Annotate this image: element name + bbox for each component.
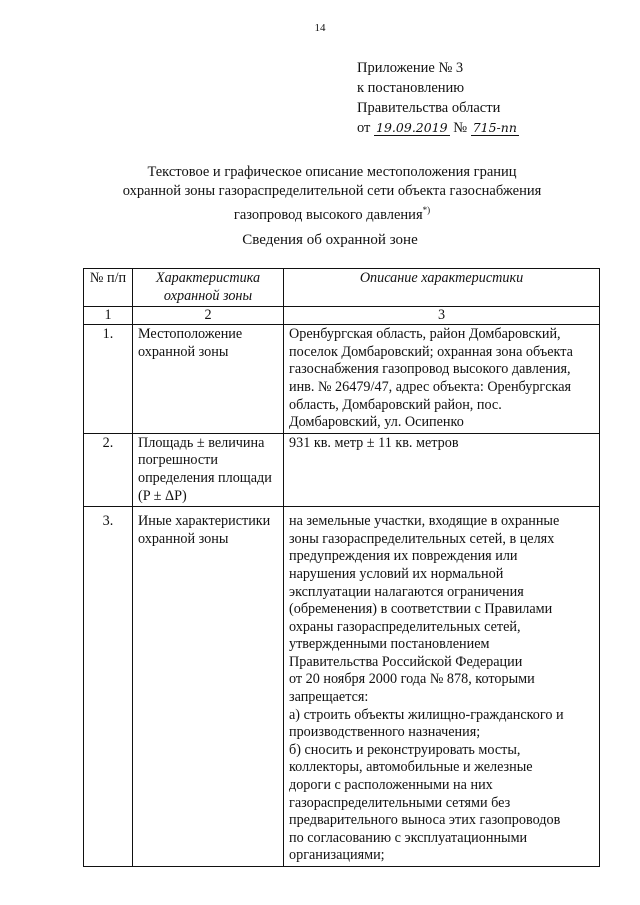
table-row [84, 433, 600, 506]
description-line: от 20 ноября 2000 года № 878, которыми [289, 671, 535, 688]
zone-info-table [83, 268, 600, 867]
row-description [284, 507, 600, 867]
row-characteristic: Иные характеристики охранной зоны [133, 507, 284, 867]
section-subtitle: Сведения об охранной зоне [242, 232, 418, 248]
title-line-1: Текстовое и графическое описание местоположения границ [147, 164, 517, 180]
table-row [84, 325, 600, 434]
description-line: охраны газораспределительных сетей, [289, 618, 521, 635]
title-line-3 [0, 201, 640, 225]
table-row [84, 507, 600, 867]
description-line: организациями; [289, 847, 385, 864]
table-header-row [84, 269, 600, 307]
title-line-3-text: газопровод высокого давления [233, 206, 423, 223]
description-line: нарушения условий их нормальной [289, 565, 504, 582]
row-description: Оренбургская область, район Домбаровский, поселок Домбаровский; охранная зона объекта газоснабжения газопровод высокого давления, инв. № 26479/47, адрес объекта: Оренбургская область, Домбаровский район, пос. Домбаровский, ул. Осипенко [284, 325, 600, 434]
date-prefix: от [357, 120, 371, 136]
description-line: Правительства Российской Федерации [289, 653, 523, 670]
page-number: 14 [314, 22, 326, 34]
description-line: предупреждения их повреждения или [289, 548, 518, 565]
footnote-mark: *) [422, 205, 431, 215]
row-characteristic: Местоположение охранной зоны [133, 325, 284, 434]
column-numbers-row [84, 307, 600, 325]
header-description: Описание характеристики [284, 269, 600, 307]
title-line-2: охранной зоны газораспределительной сети объекта газоснабжения [122, 183, 542, 199]
header-characteristic: Характеристика охранной зоны [133, 269, 284, 307]
appendix-line-1: Приложение № 3 [357, 60, 464, 76]
column-number-1: 1 [84, 307, 133, 325]
row-number: 2. [84, 433, 133, 506]
description-line: зоны газораспределительных сетей, в целях [289, 530, 555, 547]
header-number: № п/п [84, 269, 133, 307]
description-line: б) сносить и реконструировать мосты, [289, 741, 521, 758]
description-line: на земельные участки, входящие в охранные [289, 513, 560, 530]
description-line: запрещается: [289, 689, 369, 706]
row-number: 1. [84, 325, 133, 434]
column-number-2: 2 [133, 307, 284, 325]
number-prefix: № [453, 120, 468, 136]
handwritten-date: 19.09.2019 [376, 120, 448, 135]
description-line: по согласованию с эксплуатационными [289, 829, 528, 846]
description-line: утвержденными постановлением [289, 636, 490, 653]
appendix-line-3: Правительства области [357, 100, 501, 116]
description-line: эксплуатации налагаются ограничения [289, 583, 524, 600]
handwritten-number: 715-пп [472, 120, 517, 135]
column-number-3: 3 [284, 307, 600, 325]
row-characteristic: Площадь ± величина погрешности определения площади (P ± ΔP) [133, 433, 284, 506]
appendix-date-line [357, 118, 519, 138]
description-line: предварительного выноса этих газопроводов [289, 812, 561, 829]
description-line: производственного назначения; [289, 724, 481, 741]
description-line: (обременения) в соответствии с Правилами [289, 601, 553, 618]
description-line: дороги с расположенными на них [289, 777, 493, 794]
document-title [0, 163, 640, 225]
appendix-line-2: к постановлению [357, 80, 465, 96]
description-line: газораспределительными сетями без [289, 794, 511, 811]
row-description: 931 кв. метр ± 11 кв. метров [284, 433, 600, 506]
appendix-block [357, 58, 519, 138]
description-line: коллекторы, автомобильные и железные [289, 759, 533, 776]
description-line: а) строить объекты жилищно-гражданского и [289, 706, 564, 723]
row-number: 3. [84, 507, 133, 867]
